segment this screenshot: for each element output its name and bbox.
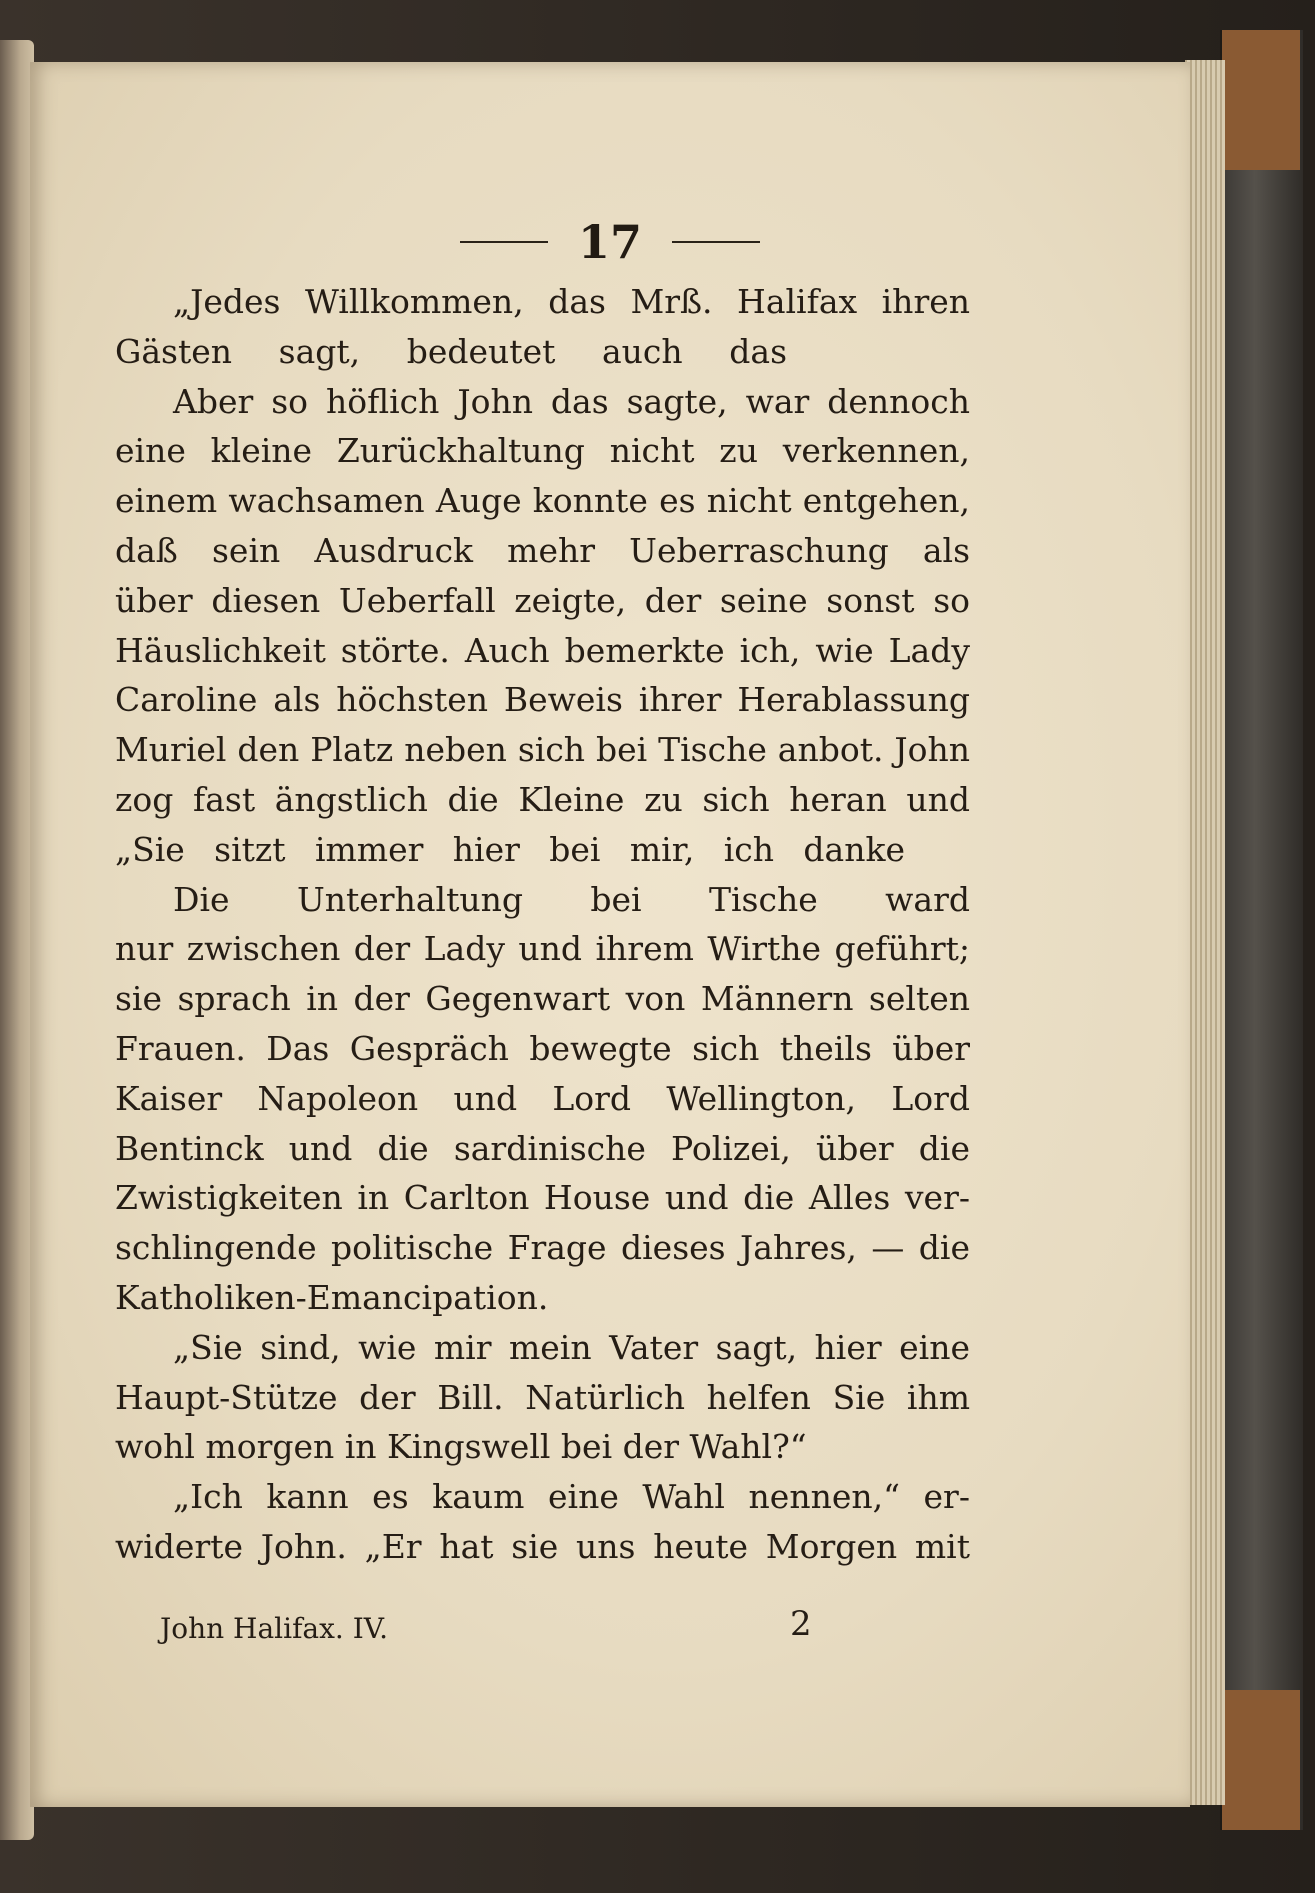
text-line: „Sie sitzt immer hier bei mir, ich danke xyxy=(115,829,905,869)
text-line: widerte John. „Er hat sie uns heute Morgen mit xyxy=(115,1526,970,1566)
text-line: Zwistigkeiten in Carlton House und die Alles ver- xyxy=(115,1178,970,1218)
text-line: Häuslichkeit störte. Auch bemerkte ich, wie Lady xyxy=(115,630,970,670)
page-number: 17 xyxy=(577,215,642,269)
text-line: daß sein Ausdruck mehr Ueberraschung als xyxy=(115,530,970,570)
page-footer xyxy=(160,1604,860,1654)
text-line: eine kleine Zurückhaltung nicht zu verkennen, xyxy=(115,431,970,471)
header-rule-left xyxy=(460,241,548,243)
text-line: Die Unterhaltung bei Tische ward xyxy=(173,879,970,919)
left-page-edge xyxy=(0,40,34,1840)
text-line: Bentinck und die sardinische Polizei, über die xyxy=(115,1128,970,1168)
text-line: nur zwischen der Lady und ihrem Wirthe geführt; xyxy=(115,929,970,969)
cover-corner-top xyxy=(1222,30,1300,170)
text-line: sie sprach in der Gegenwart von Männern selten xyxy=(115,979,970,1019)
page-header xyxy=(30,212,1190,272)
text-line: Muriel den Platz neben sich bei Tische anbot. John xyxy=(115,730,970,770)
sheet-number: 2 xyxy=(790,1604,812,1644)
text-line: Kaiser Napoleon und Lord Wellington, Lord xyxy=(115,1078,970,1118)
text-line: Aber so höflich John das sagte, war dennoch xyxy=(173,381,970,421)
text-line: Caroline als höchsten Beweis ihrer Herablassung xyxy=(115,680,970,720)
text-line: schlingende politische Frage dieses Jahres, — die xyxy=(115,1228,970,1268)
text-line: „Jedes Willkommen, das Mrß. Halifax ihren xyxy=(173,282,970,321)
page-stack-edge xyxy=(1185,60,1225,1805)
text-line: „Ich kann es kaum eine Wahl nennen,“ er- xyxy=(173,1477,970,1517)
text-line: Frauen. Das Gespräch bewegte sich theils über xyxy=(115,1028,970,1068)
text-line: zog fast ängstlich die Kleine zu sich heran und xyxy=(115,779,970,819)
header-rule-right xyxy=(672,241,760,243)
text-line: wohl morgen in Kingswell bei der Wahl?“ xyxy=(115,1427,807,1467)
text-line: „Sie sind, wie mir mein Vater sagt, hier eine xyxy=(173,1327,970,1367)
cover-corner-bottom xyxy=(1222,1690,1300,1830)
text-line: Haupt-Stütze der Bill. Natürlich helfen Sie ihm xyxy=(115,1377,970,1417)
text-line: einem wachsamen Auge konnte es nicht entgehen, xyxy=(115,481,970,521)
text-line: Katholiken-Emancipation. xyxy=(115,1277,549,1317)
text-line: Gästen sagt, bedeutet auch das xyxy=(115,331,787,371)
signature-mark: John Halifax. IV. xyxy=(160,1612,389,1645)
text-line: über diesen Ueberfall zeigte, der seine sonst so xyxy=(115,580,970,620)
book-page xyxy=(30,62,1190,1807)
body-text xyxy=(115,277,970,1572)
book-cover xyxy=(1220,30,1303,1830)
